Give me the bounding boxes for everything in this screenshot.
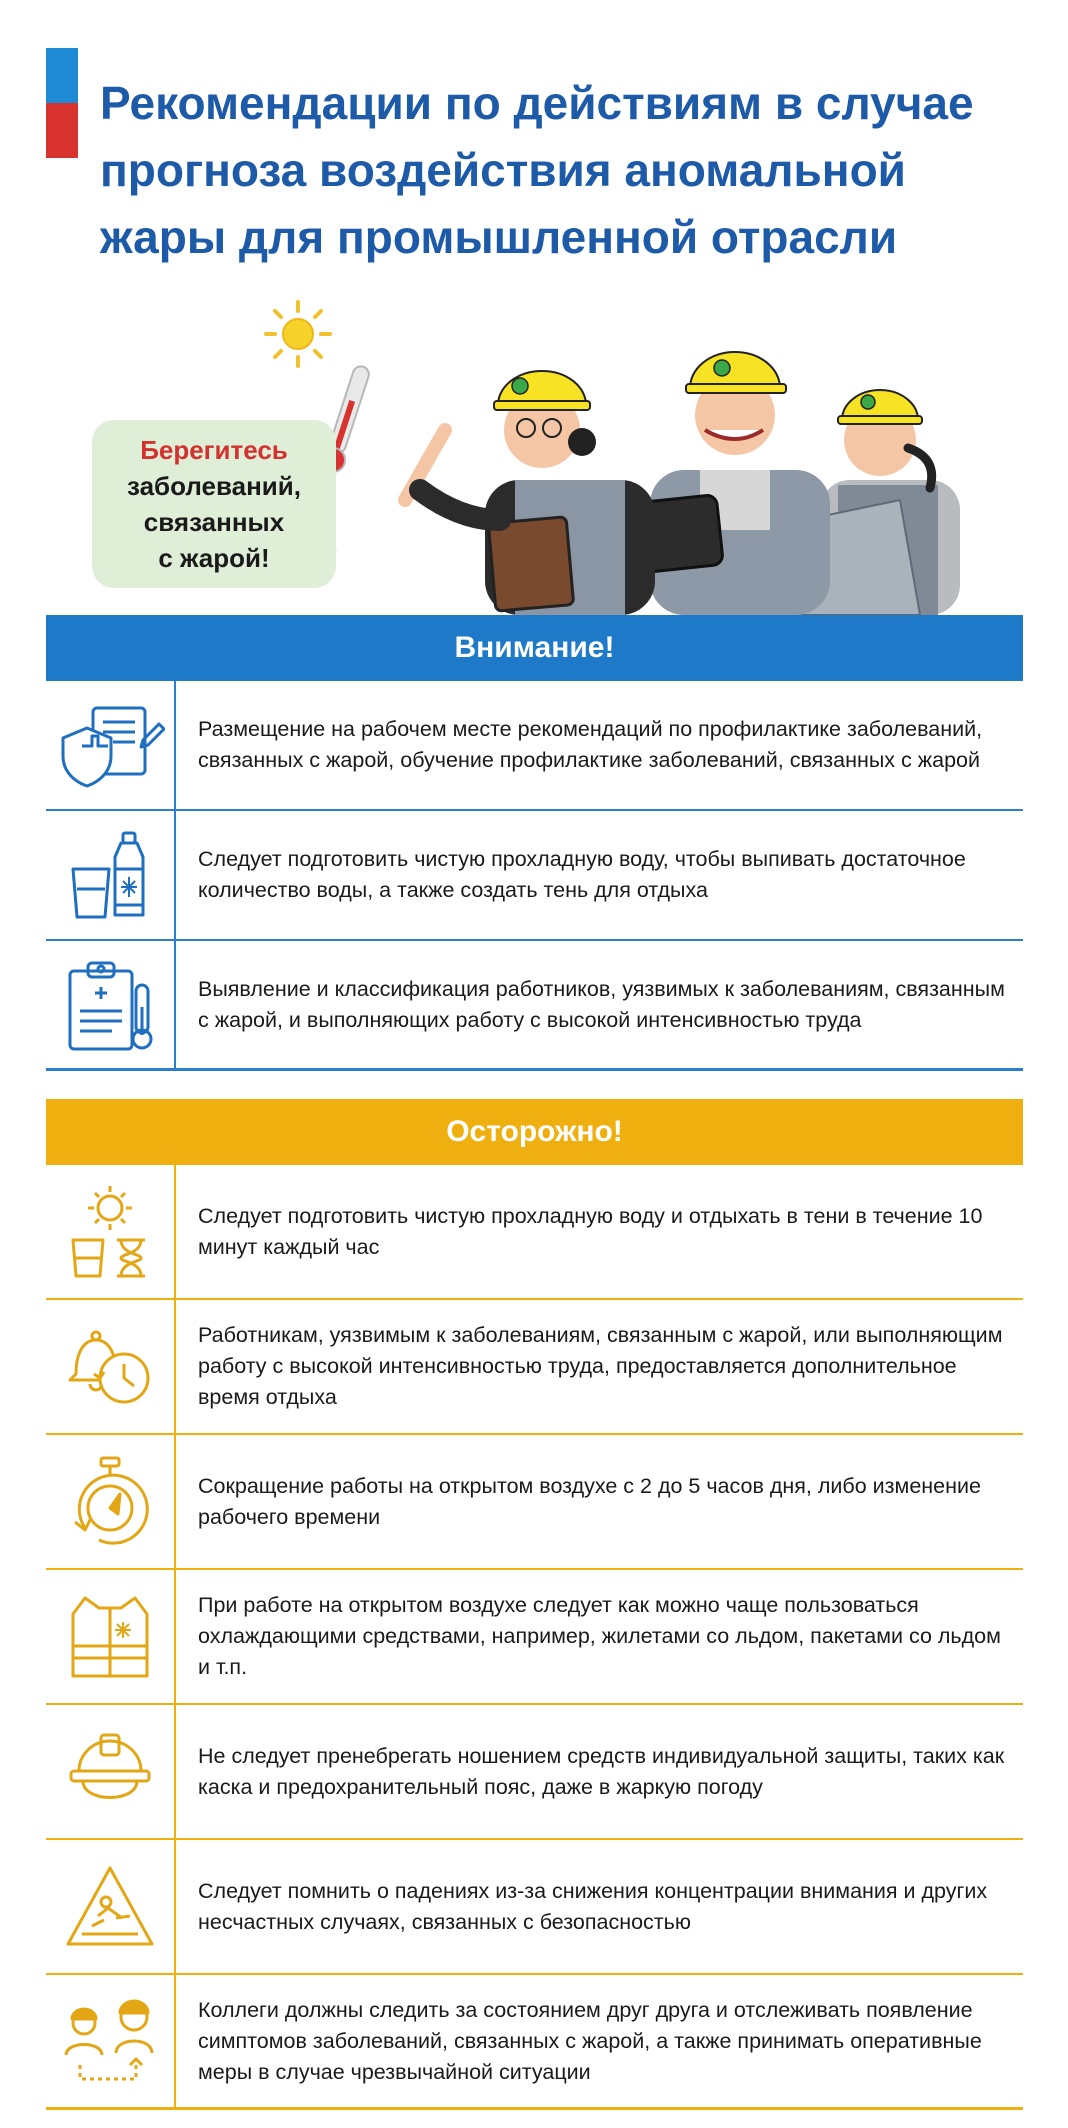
attention-section (46, 615, 1023, 1071)
cooling-vest-icon (46, 1570, 176, 1703)
item-text: При работе на открытом воздухе следует как можно чаще пользоваться охлаждающими средствами, например, жилетами со льдом, пакетами со льдом и т.п. (198, 1593, 1001, 1679)
stopwatch-icon (46, 1435, 176, 1568)
list-item (46, 1705, 1023, 1840)
bubble-warning: Берегитесь (140, 435, 288, 465)
list-item (46, 1570, 1023, 1705)
water-glass-bottle-icon (46, 811, 176, 939)
item-text: Следует подготовить чистую прохладную воду и отдыхать в тени в течение 10 минут каждый час (198, 1203, 983, 1259)
hard-hat-icon (46, 1705, 176, 1838)
item-text: Размещение на рабочем месте рекомендаций по профилактике заболеваний, связанных с жарой, обучение профилактике заболеваний, связанных с жарой (198, 717, 983, 772)
list-item (46, 811, 1023, 941)
caution-section (46, 1099, 1023, 2110)
list-item (46, 1840, 1023, 1975)
item-text: Следует помнить о падениях из-за снижения концентрации внимания и других несчастных случаях, связанных с безопасностью (198, 1878, 988, 1934)
list-item (46, 1165, 1023, 1300)
bubble-line: с жарой! (158, 543, 270, 573)
colleagues-icon (46, 1975, 176, 2107)
bubble-line: связанных (143, 507, 285, 537)
list-item (46, 1300, 1023, 1435)
item-text: Не следует пренебрегать ношением средств индивидуальной защиты, таких как каска и предохранительный пояс, даже в жаркую погоду (198, 1743, 1005, 1799)
item-text: Работникам, уязвимым к заболеваниям, связанным с жарой, или выполняющим работу с высокой интенсивностью труда, предоставляется дополнительное время отдыха (198, 1323, 1003, 1409)
list-item (46, 681, 1023, 811)
list-item (46, 1975, 1023, 2110)
item-text: Сокращение работы на открытом воздухе с 2 до 5 часов дня, либо изменение рабочего времени (198, 1473, 981, 1529)
bubble-line: заболеваний, (127, 471, 301, 501)
medical-document-shield-icon (46, 681, 176, 809)
list-item (46, 941, 1023, 1071)
item-text: Следует подготовить чистую прохладную воду, чтобы выпивать достаточное количество воды, а также создать тень для отдыха (198, 847, 966, 902)
list-item (46, 1435, 1023, 1570)
item-text: Выявление и классификация работников, уязвимых к заболеваниям, связанным с жарой, и выполняющих работу с высокой интенсивностью труда (198, 976, 1005, 1032)
caution-header: Осторожно! (46, 1099, 1023, 1165)
workers-illustration (360, 330, 1010, 615)
fall-warning-icon (46, 1840, 176, 1973)
sun-water-hourglass-icon (46, 1165, 176, 1298)
bubble-tail (290, 538, 340, 588)
item-text: Коллеги должны следить за состоянием друг друга и отслеживать появление симптомов заболеваний, связанных с жарой, а также принимать оперативные меры в случае чрезвычайной ситуации (198, 1997, 982, 2084)
attention-header: Внимание! (46, 615, 1023, 681)
clipboard-thermometer-icon (46, 941, 176, 1068)
bell-clock-icon (46, 1300, 176, 1433)
worker-left (405, 371, 655, 615)
page-title: Рекомендации по действиям в случае прогноза воздействия аномальной жары для промышленной отрасли (100, 77, 974, 263)
hero-illustration (0, 290, 1068, 615)
flag-decoration (46, 48, 78, 158)
